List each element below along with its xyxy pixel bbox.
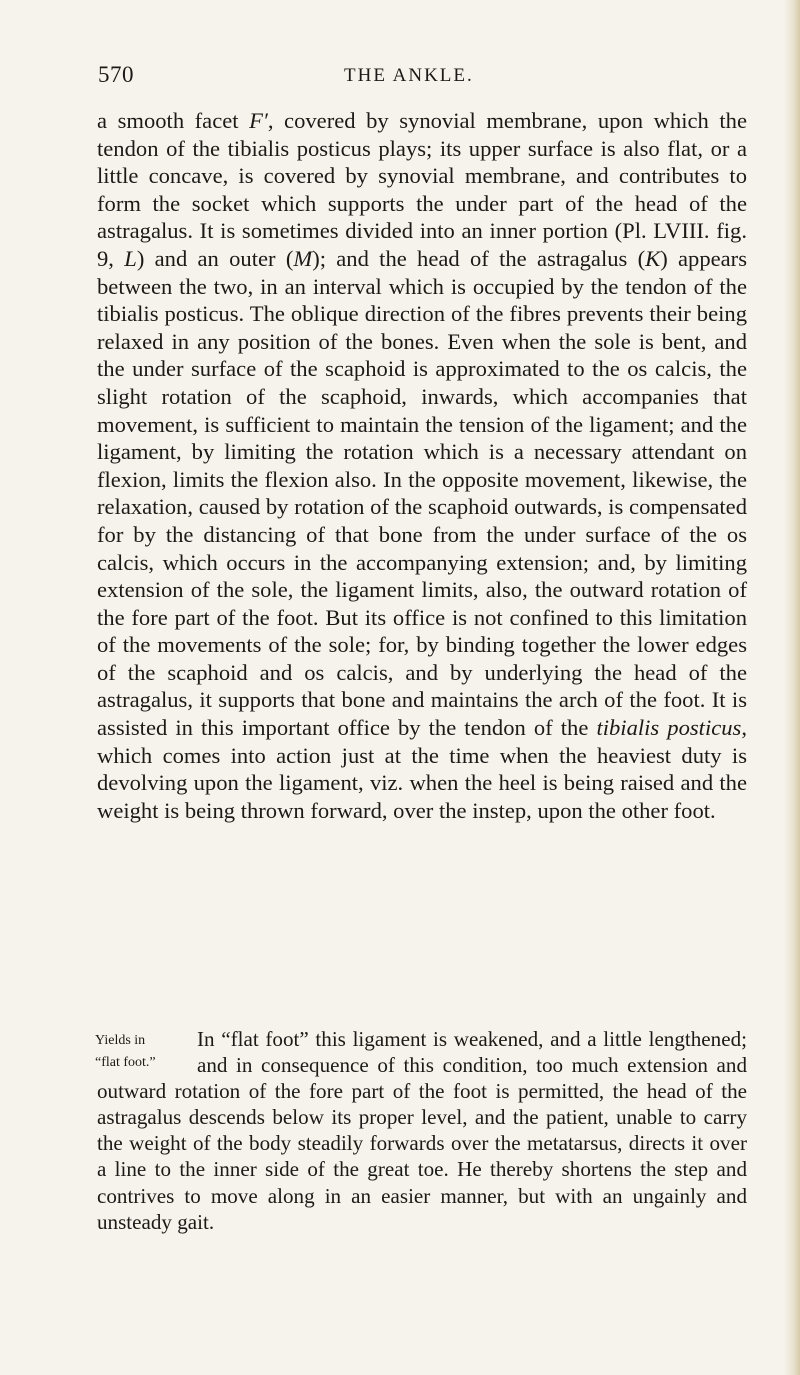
flat-foot-paragraph	[97, 1026, 747, 1235]
text-segment: ); and the head of the astragalus (	[312, 245, 646, 271]
margin-sidenote	[95, 1030, 191, 1074]
text-segment: ) appears between the two, in an interval which is occupied by the tendon of the tibialis posticus. The oblique direction of the fibres prevents their being relaxed in any position of the bones. Even when the sole is bent, and the under surface of the scaphoid is approximated to the os calcis, the slight rotation of the scaphoid, inwards, which accompanies that movement, is sufficient to maintain the tension of the ligament; and the ligament, by limiting the rotation which is a necessary attendant on flexion, limits the flexion also. In the opposite movement, likewise, the relaxation, caused by rotation of the scaphoid outwards, is compensated for by the distancing of that bone from the under surface of the os calcis, which occurs in the accompanying extension; and, by limiting extension of the sole, the ligament limits, also, the outward rotation of the fore part of the foot. But its office is not confined to this limitation of the movements of the sole; for, by binding together the lower edges of the scaphoid and os calcis, and by underlying the head of the astragalus, it supports that bone and maintains the arch of the foot. It is assisted in this important office by the tendon of the	[97, 245, 748, 741]
text-segment: ) and an outer (	[136, 245, 294, 271]
label-m: M	[293, 245, 313, 271]
facet-label: F′	[249, 108, 268, 133]
sidenote-line: Yields in	[95, 1033, 146, 1048]
label-l: L	[124, 245, 137, 271]
page-header	[98, 62, 748, 92]
label-k: K	[645, 245, 661, 271]
running-head: THE ANKLE.	[344, 65, 474, 86]
main-paragraph	[97, 107, 747, 824]
text-segment: a smooth facet	[97, 108, 250, 133]
page-edge-shading	[784, 0, 800, 1375]
italic-term: tibialis posticus	[596, 715, 742, 741]
text-segment: , covered by synovial membrane, upon which the tendon of the tibialis posticus plays; its upper surface is also flat, or a little concave, is covered by synovial membrane, and contributes to form the socket which supports the under part of the head of the astragalus. It is sometimes divided into an inner portion (Pl. LVIII. fig. 9,	[97, 108, 747, 271]
text-segment: , which comes into action just at the time when the heaviest duty is devolving upon the ligament, viz. when the heel is being raised and the weight is being thrown forward, over the instep, upon the other foot.	[97, 715, 747, 823]
sidenote-line: “flat foot.”	[95, 1055, 156, 1070]
page-number: 570	[98, 62, 134, 87]
paragraph-text: In “flat foot” this ligament is weakened, and a little lengthened; and in consequence of this condition, too much extension and outward rotation of the fore part of the foot is permitted, the head of the astragalus descends below its proper level, and the patient, unable to carry the weight of the body steadily forwards over the metatarsus, directs it over a line to the inner side of the great toe. He thereby shortens the step and contrives to move along in an easier manner, but with an ungainly and unsteady gait.	[97, 1027, 747, 1234]
